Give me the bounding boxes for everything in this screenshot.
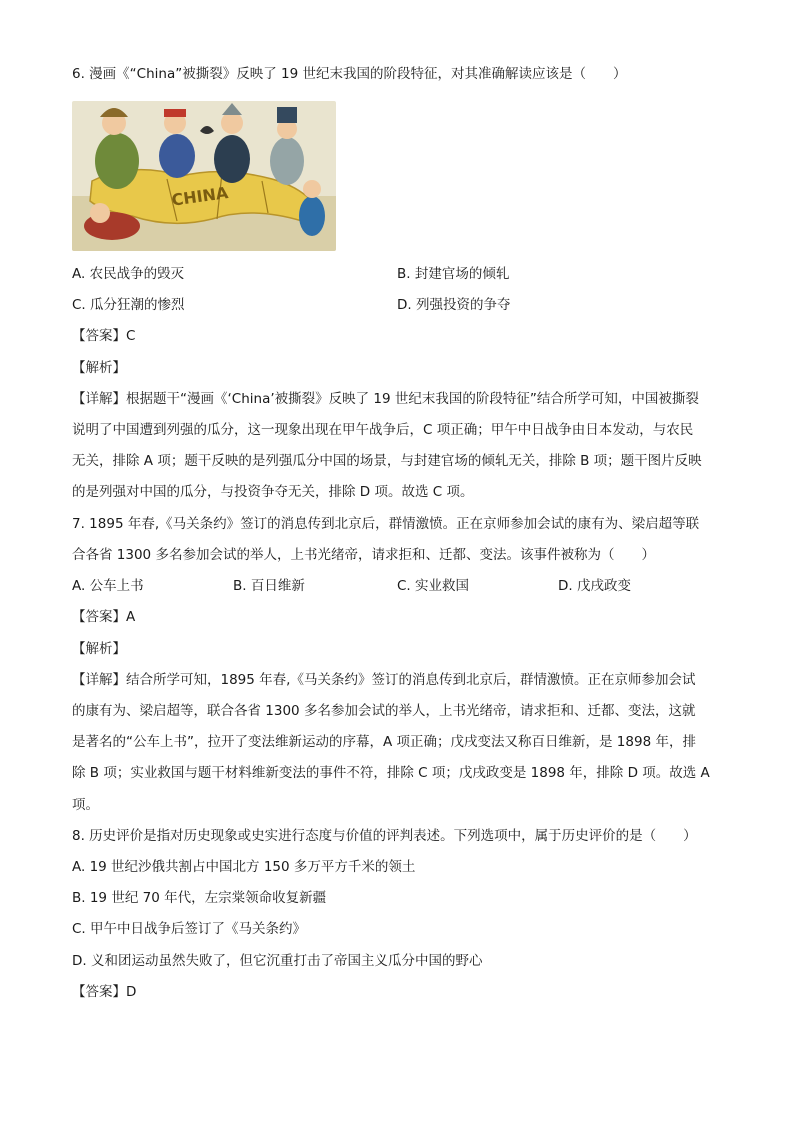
q6-answer: 【答案】C: [72, 328, 136, 344]
q7-detail-line: 项。: [72, 797, 99, 813]
q7-answer: 【答案】A: [72, 609, 136, 625]
q7-option-a: A. 公车上书: [72, 578, 144, 594]
q7-detail-line: 除 B 项；实业救国与题干材料维新变法的事件不符，排除 C 项；戊戌政变是 1898 年，排除 D 项。故选 A: [72, 765, 710, 781]
q7-analysis-label: 【解析】: [72, 641, 126, 657]
q8-option-d: D. 义和团运动虽然失败了，但它沉重打击了帝国主义瓜分中国的野心: [72, 953, 483, 969]
q6-option-a: A. 农民战争的毁灭: [72, 266, 185, 282]
cartoon-illustration: [72, 101, 336, 251]
q6-detail-line: 的是列强对中国的瓜分，与投资争夺无关，排除 D 项。故选 C 项。: [72, 484, 474, 500]
q7-detail-line: 【详解】结合所学可知，1895 年春,《马关条约》签订的消息传到北京后，群情激愤。正在京师参加会试: [72, 672, 696, 688]
q6-analysis-label: 【解析】: [72, 360, 126, 376]
q8-option-b: B. 19 世纪 70 年代，左宗棠领命收复新疆: [72, 890, 327, 906]
q6-stem: 6. 漫画《“China”被撕裂》反映了 19 世纪末我国的阶段特征，对其准确解读应该是（ ）: [72, 66, 627, 82]
q7-option-b: B. 百日维新: [233, 578, 305, 594]
q6-option-d: D. 列强投资的争夺: [397, 297, 511, 313]
q6-detail-line: 【详解】根据题干“漫画《‘China’被撕裂》反映了 19 世纪末我国的阶段特征”结合所学可知，中国被撕裂: [72, 391, 699, 407]
cartoon-image: [72, 101, 336, 251]
q6-option-c: C. 瓜分狂潮的惨烈: [72, 297, 185, 313]
q6-detail-line: 说明了中国遭到列强的瓜分，这一现象出现在甲午战争后，C 项正确；甲午中日战争由日本发动，与农民: [72, 422, 694, 438]
q7-detail-line: 的康有为、梁启超等，联合各省 1300 多名参加会试的举人，上书光绪帝，请求拒和、迁都、变法，这就: [72, 703, 696, 719]
q7-stem-line: 7. 1895 年春,《马关条约》签订的消息传到北京后，群情激愤。正在京师参加会试的康有为、梁启超等联: [72, 516, 700, 532]
q7-stem-line: 合各省 1300 多名参加会试的举人，上书光绪帝，请求拒和、迁都、变法。该事件被称为（ ）: [72, 547, 655, 563]
q8-answer: 【答案】D: [72, 984, 137, 1000]
q8-option-a: A. 19 世纪沙俄共割占中国北方 150 多万平方千米的领土: [72, 859, 416, 875]
cartoon-caption: CHINA: [170, 182, 230, 210]
q6-option-b: B. 封建官场的倾轧: [397, 266, 510, 282]
q8-option-c: C. 甲午中日战争后签订了《马关条约》: [72, 921, 307, 937]
q7-option-c: C. 实业救国: [397, 578, 470, 594]
q6-detail-line: 无关，排除 A 项；题干反映的是列强瓜分中国的场景，与封建官场的倾轧无关，排除 B 项；题干图片反映: [72, 453, 702, 469]
q7-detail-line: 是著名的“公车上书”，拉开了变法维新运动的序幕，A 项正确；戊戌变法又称百日维新，是 1898 年，排: [72, 734, 696, 750]
q7-option-d: D. 戊戌政变: [558, 578, 631, 594]
q8-stem: 8. 历史评价是指对历史现象或史实进行态度与价值的评判表述。下列选项中，属于历史评价的是（ ）: [72, 828, 697, 844]
